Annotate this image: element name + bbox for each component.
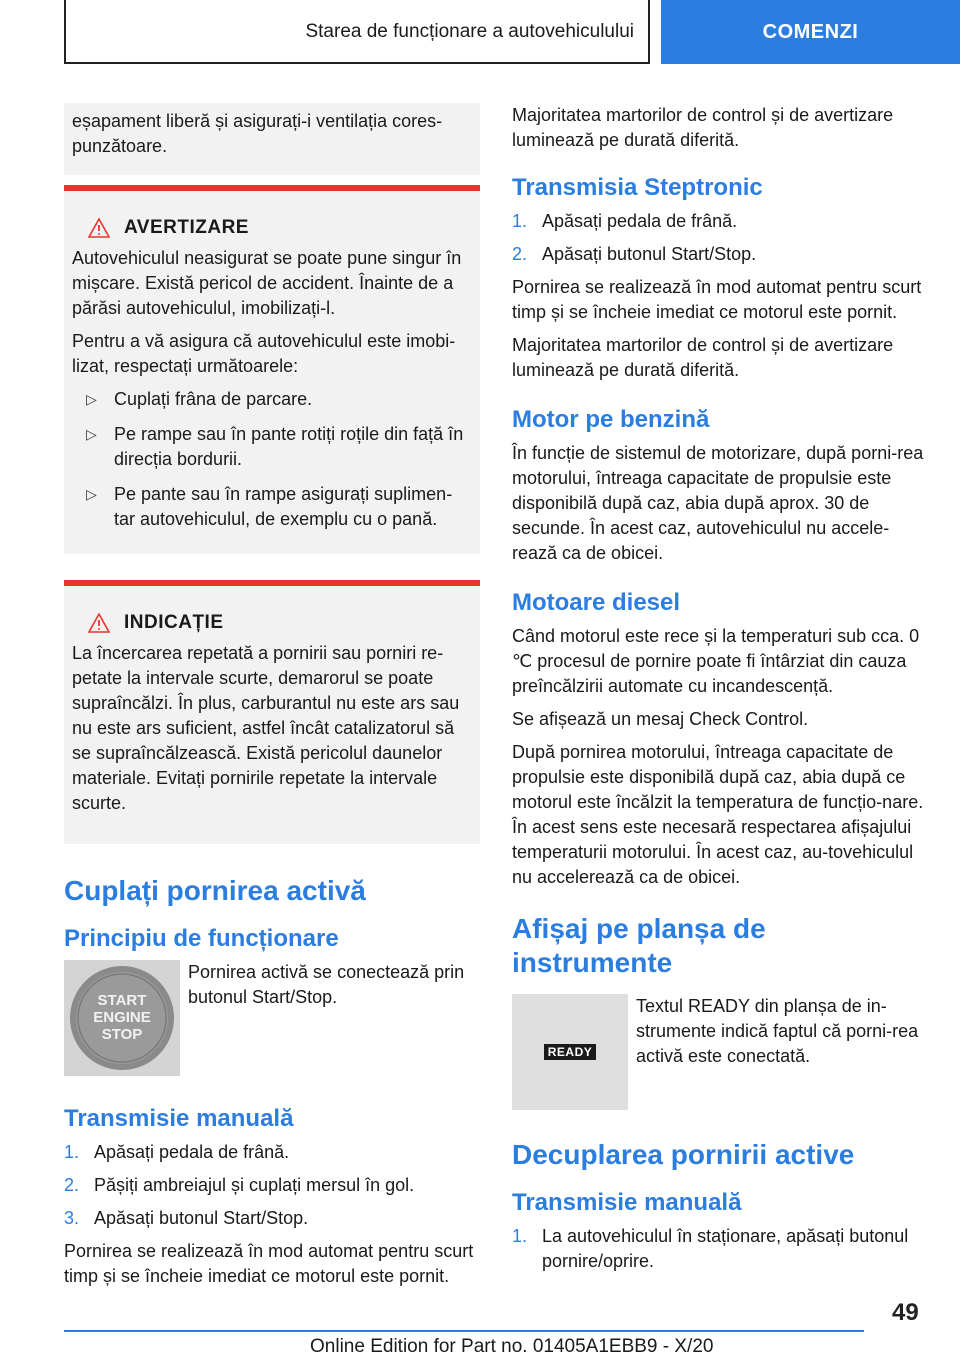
list-item-text: Apăsați pedala de frână. (94, 1142, 290, 1162)
list-item: 1. La autovehiculul în staționare, apăsați butonul pornire/oprire. (512, 1224, 928, 1274)
heading-manual: Transmisie manuală (64, 1105, 294, 1132)
warning-paragraph: Autovehiculul neasigurat se poate pune singur în mișcare. Există pericol de accident. Înainte de a părăsi autovehiculul, imobilizați-l. (72, 248, 462, 318)
heading-display: Afișaj pe planșa de instrumente (512, 913, 766, 978)
list-item-text: Pe pante sau în rampe asigurați suplimen-tar autovehiculul, de exemplu cu o pană. (114, 484, 453, 529)
notice-heading (88, 610, 472, 635)
footer-edition: Online Edition for Part no. 01405A1EBB9 - X/20 (310, 1336, 714, 1357)
warning-box (64, 185, 480, 554)
manual-steps (64, 1140, 480, 1231)
list-item: 1. Apăsați pedala de frână. (64, 1140, 480, 1165)
heading-manual: Transmisie manuală (512, 1189, 742, 1216)
list-item-text: Cuplați frâna de parcare. (114, 389, 313, 409)
footer-divider (64, 1330, 864, 1332)
list-item: 2. Apăsați butonul Start/Stop. (512, 242, 928, 267)
notice-paragraph: La încercarea repetată a pornirii sau porniri re-petate la intervale scurte, demarorul se poate supraîncălzi. În plus, carburantul nu este ars sau nu este ars suficient, astfel încât catalizatorul să se supraîncălzească. Există pericolul daunelor materiale. Evitați pornirile repetate la intervale scurte. (72, 643, 460, 813)
list-item (72, 422, 472, 472)
manual2-steps (512, 1224, 928, 1274)
bullet-marker-icon: ▷ (86, 391, 97, 407)
bullet-marker-icon: ▷ (86, 426, 97, 442)
manual-note: Pornirea se realizează în mod automat pentru scurt timp și se încheie imediat ce motorul este pornit. (64, 1241, 474, 1286)
section-title: Starea de funcționare a autovehiculului (305, 20, 634, 42)
diesel-text: Când motorul este rece și la temperaturi sub cca. 0 ℃ procesul de pornire poate fi întârziat din cauza preîncălzirii automate cu incandescență. (512, 626, 920, 696)
warning-triangle-icon (88, 613, 110, 633)
principle-row (64, 960, 480, 1076)
right-column (512, 103, 928, 1282)
start-stop-button-image (64, 960, 180, 1076)
warning-paragraph: Pentru a vă asigura că autovehiculul este imobi-lizat, respectați următoarele: (72, 331, 456, 376)
list-item-text: Apăsați butonul Start/Stop. (542, 244, 757, 264)
warning-triangle-icon (88, 218, 110, 238)
svg-text:STOP: STOP (101, 1026, 143, 1043)
list-item-text: Pe rampe sau în pante rotiți roțile din față în direcția bordurii. (114, 424, 464, 469)
intro-text: Majoritatea martorilor de control și de avertizare luminează pe durată diferită. (512, 105, 894, 150)
left-column (64, 103, 480, 1297)
heading-diesel: Motoare diesel (512, 589, 681, 616)
svg-text:ENGINE: ENGINE (93, 1009, 151, 1026)
heading-deactivate: Decuplarea pornirii active (512, 1139, 855, 1170)
principle-text: Pornirea activă se conectează prin butonul Start/Stop. (188, 962, 465, 1007)
warning-heading (88, 215, 472, 240)
chapter-tab-label: COMENZI (762, 20, 859, 43)
list-item-text: La autovehiculul în staționare, apăsați butonul pornire/oprire. (542, 1226, 909, 1271)
steptronic-note: Majoritatea martorilor de control și de avertizare luminează pe durată diferită. (512, 335, 894, 380)
ready-label: READY (547, 1045, 593, 1059)
list-item-text: Pășiți ambreiajul și cuplați mersul în gol. (94, 1175, 415, 1195)
warning-label: AVERTIZARE (124, 217, 249, 238)
heading-principle: Principiu de funcționare (64, 925, 339, 952)
list-item: 1. Apăsați pedala de frână. (512, 209, 928, 234)
heading-petrol: Motor pe benzină (512, 406, 710, 433)
intro-box (64, 103, 480, 175)
steptronic-note: Pornirea se realizează în mod automat pentru scurt timp și se încheie imediat ce motorul este pornit. (512, 277, 922, 322)
petrol-text: În funcție de sistemul de motorizare, după porni-rea motorului, întreaga capacitate de propulsie este disponibilă după caz, abia după aprox. 30 de secunde. În acest caz, autovehiculul nu accele-rează ca de obicei. (512, 443, 924, 563)
list-item (72, 482, 472, 532)
list-item: 3. Apăsați butonul Start/Stop. (64, 1206, 480, 1231)
ready-badge (544, 1044, 596, 1060)
heading-steptronic: Transmisia Steptronic (512, 174, 763, 201)
notice-box (64, 580, 480, 844)
warning-bullet-list (72, 387, 472, 532)
list-item-text: Apăsați pedala de frână. (542, 211, 738, 231)
intro-text: eșapament liberă și asigurați-i ventilația cores-punzătoare. (72, 111, 443, 156)
list-item-text: Apăsați butonul Start/Stop. (94, 1208, 309, 1228)
list-item: 2. Pășiți ambreiajul și cuplați mersul în gol. (64, 1173, 480, 1198)
chapter-tab[interactable] (661, 0, 960, 64)
steptronic-steps (512, 209, 928, 267)
bullet-marker-icon: ▷ (86, 486, 97, 502)
diesel-text: Se afișează un mesaj Check Control. (512, 709, 809, 729)
page-number: 49 (892, 1299, 919, 1326)
notice-label: INDICAȚIE (124, 612, 224, 633)
list-item (72, 387, 472, 412)
start-stop-button-icon (64, 960, 180, 1076)
ready-display-image (512, 994, 628, 1110)
display-row (512, 994, 928, 1110)
svg-text:START: START (97, 992, 147, 1009)
diesel-text: După pornirea motorului, întreaga capacitate de propulsie este disponibilă după caz, abia după ce motorul este încălzit la temperatura de funcțio-nare. În acest sens este necesară respectarea afișajului temperaturii motorului. În acest caz, au-tovehiculul nu accelerează ca de obicei. (512, 742, 924, 887)
heading-activate: Cuplați pornirea activă (64, 875, 366, 906)
section-header (64, 0, 650, 64)
display-text: Textul READY din planșa de in-strumente indică faptul că porni-rea activă este conectată. (636, 996, 919, 1066)
